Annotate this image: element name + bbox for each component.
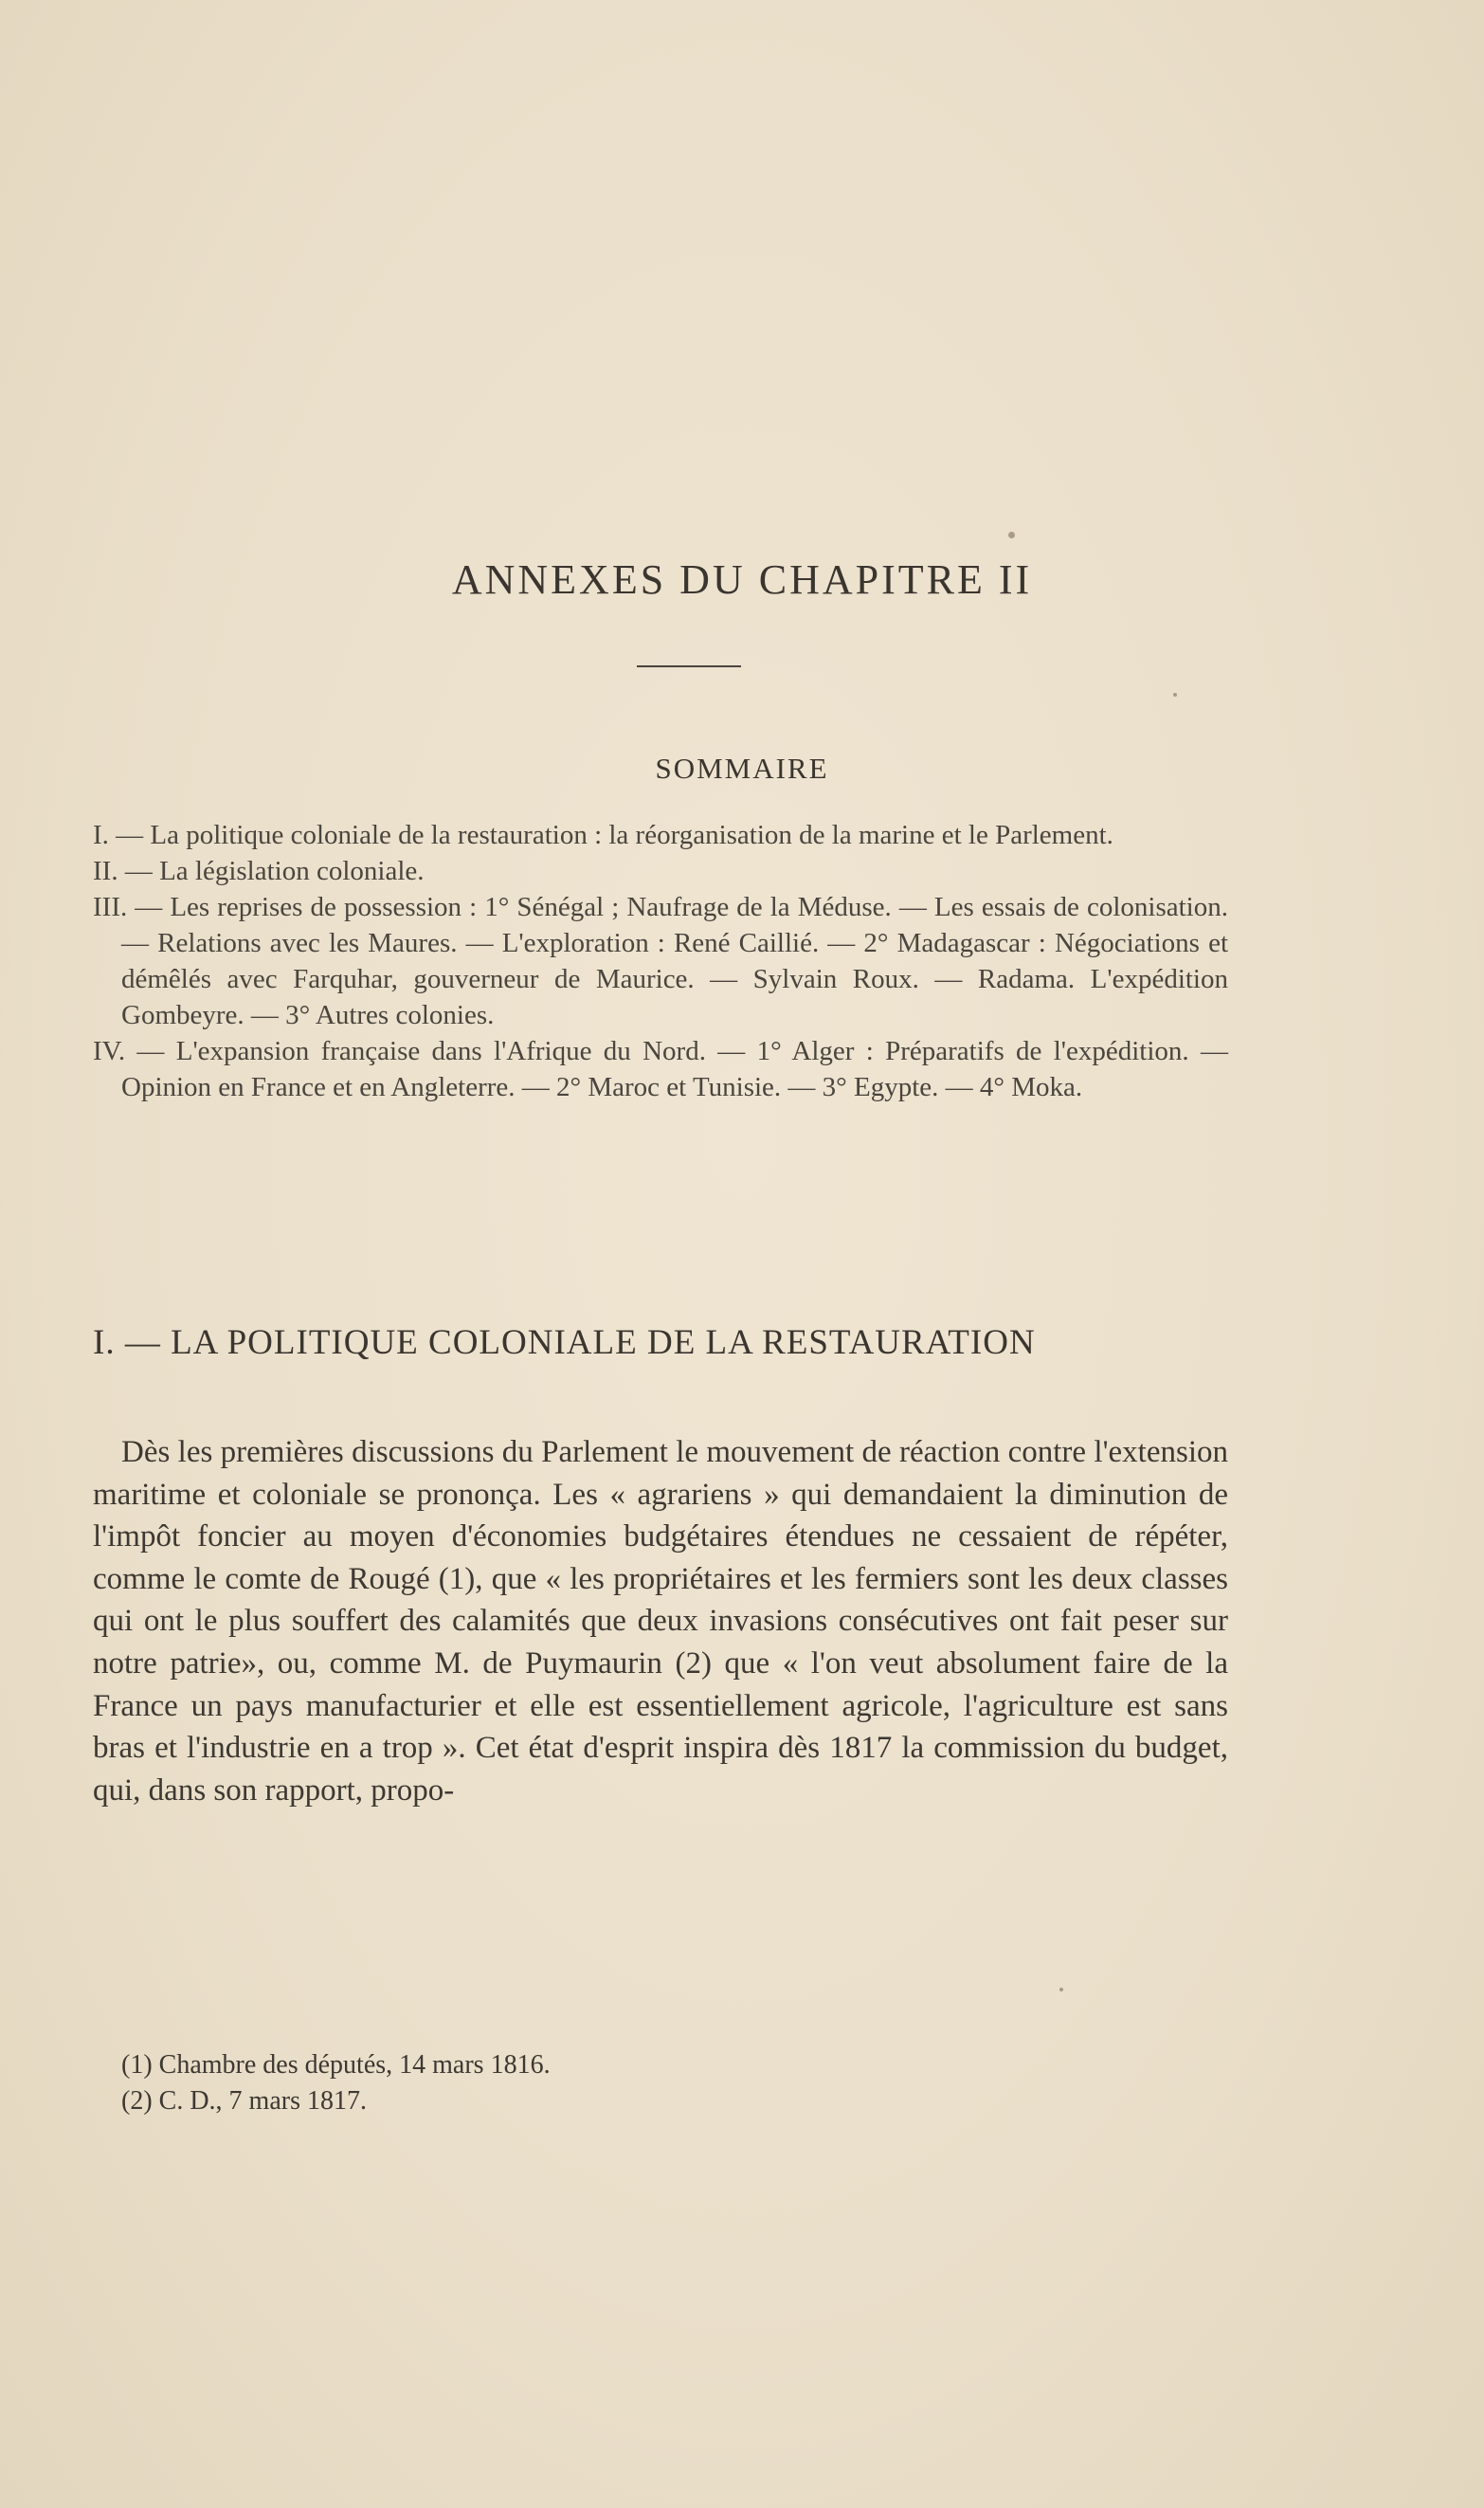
footnote: (1) Chambre des députés, 14 mars 1816. [121,2050,551,2080]
body-paragraph: Dès les premières discussions du Parlement le mouvement de réaction contre l'extension maritime et coloniale se prononça. Les « agrariens » qui demandaient la diminution de l'impôt foncier au moyen d'économies budgétaires étendues ne cessaient de répéter, comme le comte de Rougé (1), que « les propriétaires et les fermiers sont les deux classes qui ont le plus souffert des calamités que deux invasions consécutives ont fait peser sur notre patrie», ou, comme M. de Puymaurin (2) que « l'on veut absolument faire de la France un pays manufacturier et elle est essentiellement agricole, l'agriculture est sans bras et l'industrie en a trop ». Cet état d'esprit inspira dès 1817 la commission du budget, qui, dans son rapport, propo- [93,1435,1228,1808]
paper-speck [1059,1988,1063,1991]
summary-item: IV. — L'expansion française dans l'Afrique du Nord. — 1° Alger : Préparatifs de l'expédition. — Opinion en France et en Angleterre. — 2° Maroc et Tunisie. — 3° Egypte. — 4° Moka. [93,1036,1228,1102]
paper-speck [1173,693,1177,697]
summary-list [93,817,1228,1105]
summary-item: I. — La politique coloniale de la restauration : la réorganisation de la marine et le Parlement. [93,820,1113,850]
summary-item: II. — La législation coloniale. [93,856,425,886]
summary-item: III. — Les reprises de possession : 1° Sénégal ; Naufrage de la Méduse. — Les essais de colonisation. — Relations avec les Maures. — L'exploration : René Caillié. — 2° Madagascar : Négociations et démêlés avec Farquhar, gouverneur de Maurice. — Sylvain Roux. — Radama. L'expédition Gombeyre. — 3° Autres colonies. [93,892,1228,1030]
footnotes [121,2047,1164,2119]
section-heading: I. — LA POLITIQUE COLONIALE DE LA RESTAURATION [93,1323,1036,1362]
title-divider [637,665,741,667]
body-text [93,1431,1228,1811]
sommaire-heading: SOMMAIRE [655,752,829,785]
chapter-title: ANNEXES DU CHAPITRE II [451,556,1033,603]
paper-speck [1008,532,1015,538]
footnote: (2) C. D., 7 mars 1817. [121,2086,367,2116]
